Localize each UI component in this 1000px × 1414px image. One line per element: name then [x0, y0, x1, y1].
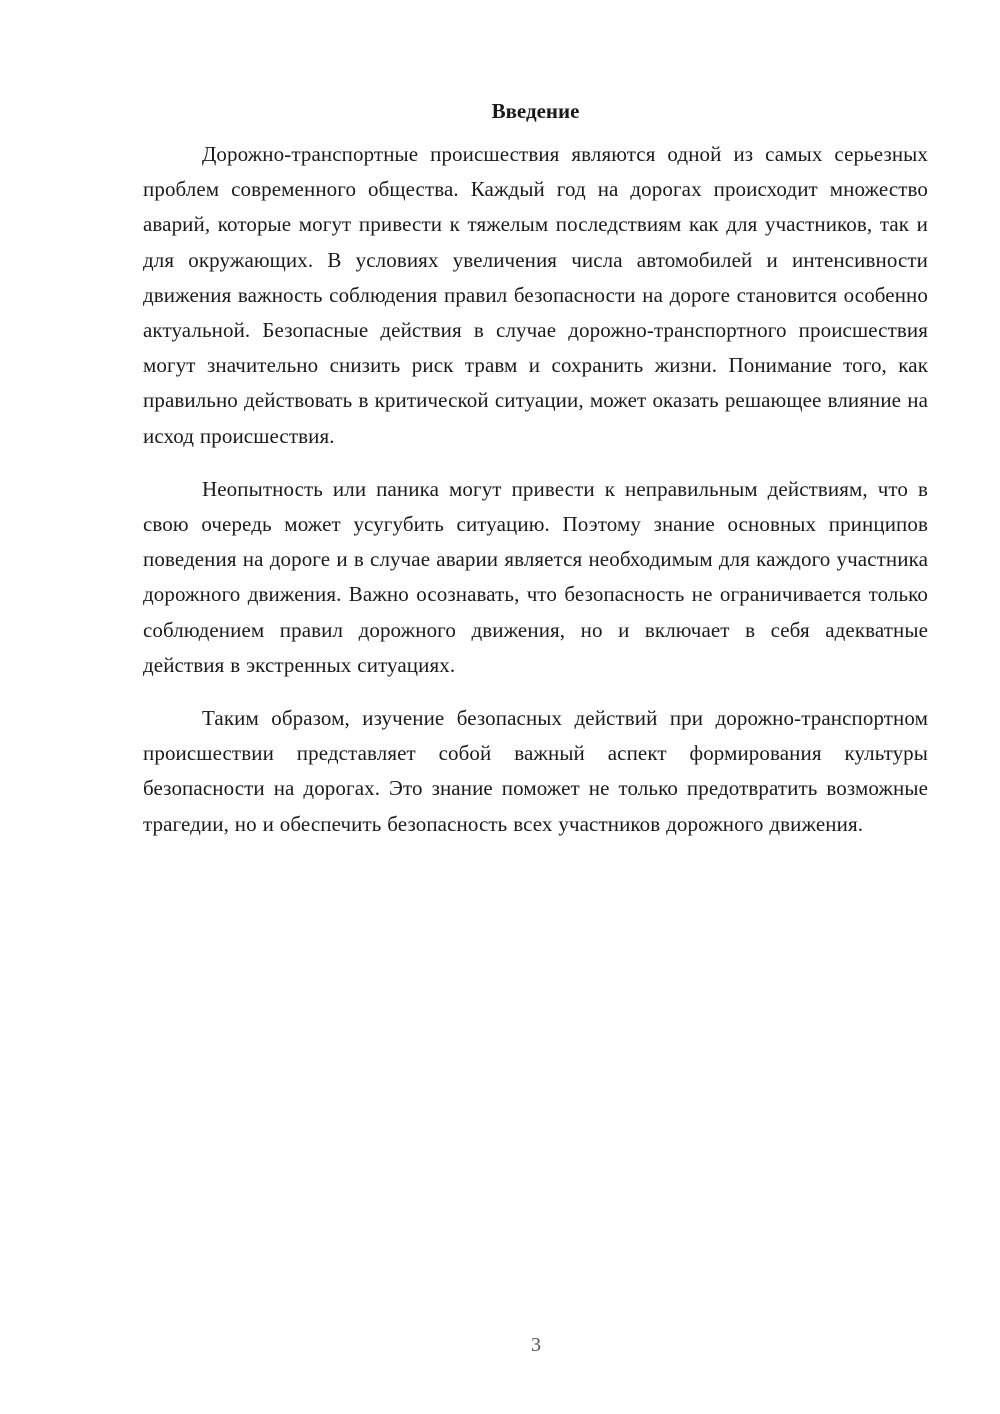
paragraph-3: Таким образом, изучение безопасных действий при дорожно-транспортном происшествии представляет собой важный аспект формирования культуры безопасности на дорогах. Это знание поможет не только предотвратить возможные трагедии, но и обеспечить безопасность всех участников дорожного движения. — [143, 706, 928, 836]
paragraph-2: Неопытность или паника могут привести к неправильным действиям, что в свою очередь может усугубить ситуацию. Поэтому знание основных принципов поведения на дороге и в случае аварии является необходимым для каждого участника дорожного движения. Важно осознавать, что безопасность не ограничивается только соблюдением правил дорожного движения, но и включает в себя адекватные действия в экстренных ситуациях. — [143, 476, 928, 677]
paragraph-1: Дорожно-транспортные происшествия являются одной из самых серьезных проблем современного общества. Каждый год на дорогах происходит множество аварий, которые могут привести к тяжелым последствиям как для участников, так и для окружающих. В условиях увеличения числа автомобилей и интенсивности движения важность соблюдения правил безопасности на дороге становится особенно актуальной. Безопасные действия в случае дорожно-транспортного происшествия могут значительно снизить риск травм и сохранить жизни. Понимание того, как правильно действовать в критической ситуации, может оказать решающее влияние на исход происшествия. — [143, 142, 928, 448]
section-heading: Введение — [491, 99, 580, 123]
page-number: 3 — [531, 1334, 541, 1356]
page-content — [143, 96, 928, 860]
